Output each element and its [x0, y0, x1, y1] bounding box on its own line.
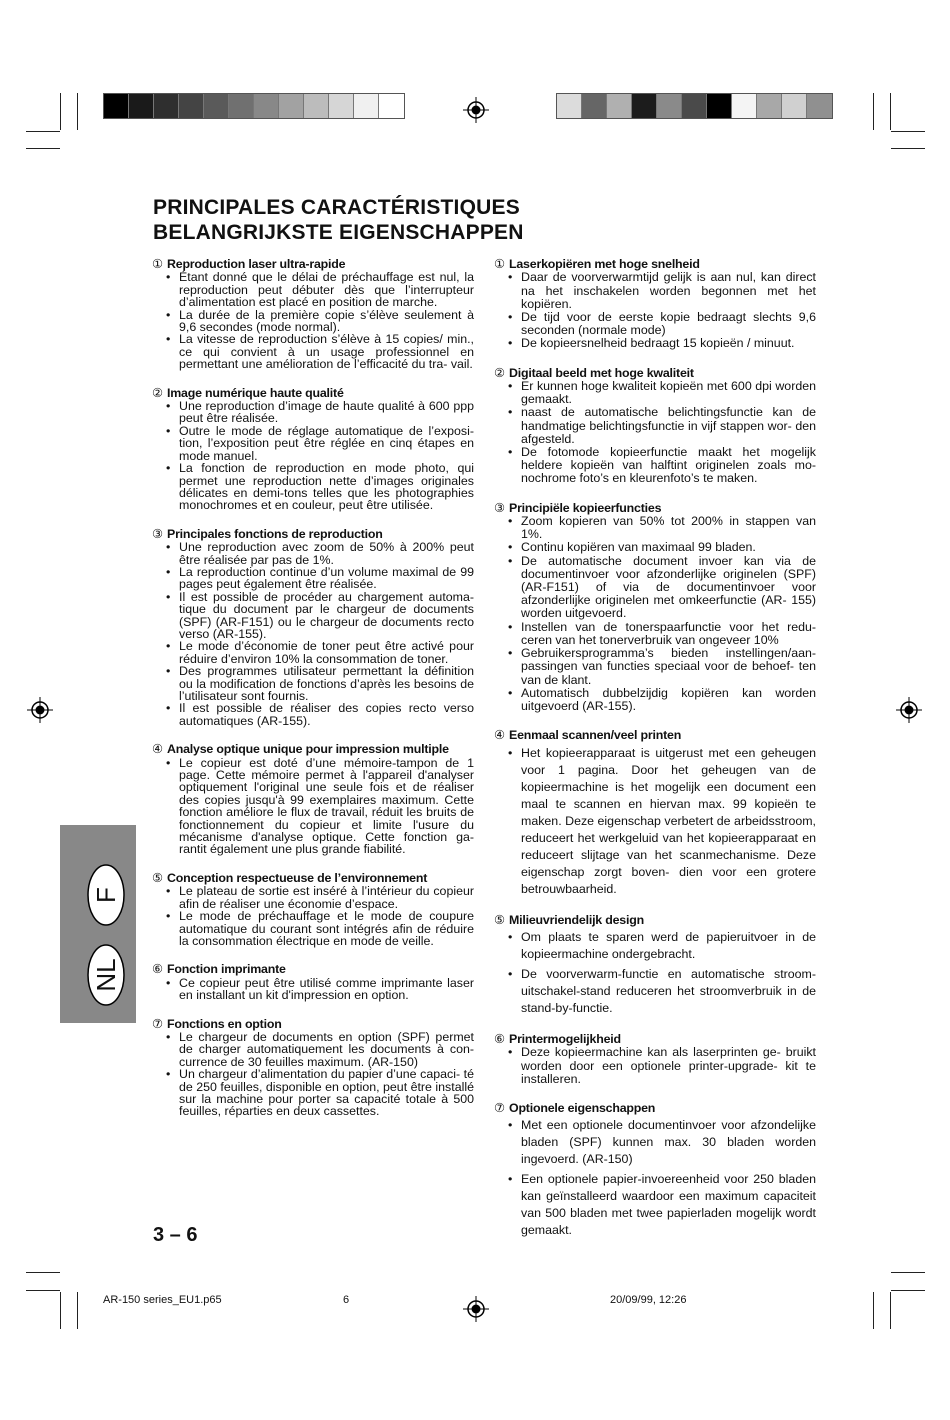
bullet-item: • Le mode d’économie de toner peut être activé pour réduire d’environ 10% la consommation de toner.: [152, 640, 474, 665]
dutch-column: [494, 258, 816, 1255]
section-heading-text: Fonctions en option: [167, 1016, 282, 1031]
bullet-item: • Er kunnen hoge kwaliteit kopieën met 600 dpi worden gemaakt.: [494, 380, 816, 406]
crop-mark: [60, 93, 61, 130]
bullet-item: • Instellen van de tonerspaarfunctie voor het redu- ceren van het tonerverbruik van ongeveer 10%: [494, 621, 816, 647]
bullet-item: • La vitesse de reproduction s’élève à 15 copies/ min., ce qui convient à un usage professionnel en permettant une amélioration de l’efficacité du tra- vail.: [152, 333, 474, 370]
bullet-list: [494, 271, 816, 350]
grayscale-calibration-bar-right: [556, 93, 833, 119]
language-tab-dutch: NL: [90, 958, 121, 992]
bullet-list: [494, 929, 816, 1017]
bullet-item: • Gebruikersprogramma’s bieden instellingen/aan- passingen van functies speciaal voor de behoef- ten van de klant.: [494, 647, 816, 687]
bullet-item: • La durée de la première copie s’élève seulement à 9,6 secondes (mode normal).: [152, 309, 474, 334]
crop-mark: [890, 93, 891, 130]
section-number: ②: [152, 385, 163, 400]
bullet-item: • La fonction de reproduction en mode photo, qui permet une reproduction nette d’images originales délicates en demi-tons telles que les photographies monochromes et en couleur, peut être utilisée.: [152, 462, 474, 512]
section-heading-text: Fonction imprimante: [167, 962, 286, 977]
bullet-list: [152, 1031, 474, 1118]
section-number: ①: [494, 257, 505, 271]
crop-mark: [891, 1272, 925, 1273]
bullet-item: • Het kopieerapparaat is uitgerust met een geheugen voor 1 pagina. Door het geheugen van de kopieermachine is het mogelijk een document een maal te scannen en hiervan max. 99 kopieën te maken. Deze eigenschap verbetert de arbeidsstroom, reduceert het werkgeluid van het kopieerapparaat en reduceert slijtage van het scanmechanisme. Deze eigenschap zorgt boven- dien voor een grotere betrouwbaarheid.: [494, 745, 816, 898]
section-heading-text: Digitaal beeld met hoge kwaliteit: [509, 365, 694, 380]
bullet-item: • De automatische document invoer kan via de documentinvoer voor afzonderlijke originelen (SPF) (AR-F151) of via de documentinvoer voor afzonderlijke originelen met omkeerfunctie (AR- 155) worden uitgevoerd.: [494, 555, 816, 621]
bullet-item: • De kopieersnelheid bedraagt 15 kopieën / minuut.: [494, 337, 816, 350]
section-number: ⑤: [494, 912, 505, 927]
section-heading-text: Reproduction laser ultra-rapide: [167, 257, 346, 271]
feature-section: [152, 258, 474, 371]
bullet-list: [494, 1046, 816, 1086]
feature-section: [494, 729, 816, 897]
bullet-item: • Le copieur est doté d’une mémoire-tampon de 1 page. Cette mémoire permet à l'appareil d'analyser optiquement l'original une seule fois et de réaliser des copies jusqu'à 99 exemplaires maximum. Cette fonction améliore le flux de travail, réduit les bruits de fonctionnement du copieur et limite l'usure du mécanisme d'analyse optique. Cette fonction ga- rantit également une plus grande fiabilité.: [152, 757, 474, 856]
bullet-item: • De voorverwarm-functie en automatische stroom- uitschakel-stand reduceren het stroomverbruik in de stand-by-functie.: [494, 966, 816, 1017]
feature-section: [152, 387, 474, 512]
title-dutch: BELANGRIJKSTE EIGENSCHAPPEN: [153, 221, 524, 244]
section-heading: [494, 502, 816, 514]
bullet-item: • Un chargeur d’alimentation du papier d’une capaci- té de 250 feuilles, disponible en option, peut être installé sur la machine pour porter sa capacité totale à 500 feuilles, réparties en deux cassettes.: [152, 1068, 474, 1118]
crop-mark: [891, 148, 925, 149]
section-heading: [152, 387, 474, 399]
section-heading-text: Conception respectueuse de l’environnement: [167, 870, 428, 885]
bullet-list: [152, 541, 474, 727]
feature-section: [494, 502, 816, 713]
bullet-item: • Outre le mode de réglage automatique de l’exposi- tion, l’exposition peut être réglée en cinq étapes en mode manuel.: [152, 425, 474, 462]
bullet-item: • Zoom kopieren van 50% tot 200% in stappen van 1%.: [494, 515, 816, 541]
crop-mark: [60, 1292, 61, 1329]
bullet-item: • De fotomode kopieerfunctie maakt het mogelijk heldere kopieën van halftint originelen zoals mo- nochrome foto’s en kleurenfoto’s te maken.: [494, 446, 816, 486]
section-heading: [152, 528, 474, 540]
french-column: [152, 258, 474, 1134]
crop-mark: [891, 1290, 925, 1291]
bullet-item: • Automatisch dubbelzijdig kopiëren kan worden uitgevoerd (AR-155).: [494, 687, 816, 713]
language-tab-french: F: [90, 887, 121, 903]
bullet-item: • naast de automatische belichtingsfunctie kan de handmatige belichtingsfunctie in vijf stappen wor- den afgesteld.: [494, 406, 816, 446]
crop-mark: [873, 1292, 874, 1329]
feature-section: [494, 1102, 816, 1239]
section-heading-text: Printermogelijkheid: [509, 1031, 621, 1046]
bullet-item: • Étant donné que le délai de préchauffage est nul, la reproduction peut débuter dès que l’interrupteur d’alimentation est placé en position de marche.: [152, 271, 474, 308]
section-heading: [494, 1033, 816, 1045]
bullet-item: • Une reproduction d’image de haute qualité à 600 ppp peut être réalisée.: [152, 400, 474, 425]
section-heading: [152, 258, 474, 270]
crop-mark: [26, 131, 60, 132]
crop-mark: [873, 93, 874, 130]
bullet-list: [494, 1117, 816, 1239]
bullet-list: [152, 977, 474, 1002]
section-heading-text: Image numérique haute qualité: [167, 385, 344, 400]
feature-section: [494, 367, 816, 486]
section-heading-text: Milieuvriendelijk design: [509, 912, 644, 927]
bullet-item: • Continu kopiëren van maximaal 99 bladen.: [494, 541, 816, 554]
title-french: PRINCIPALES CARACTÉRISTIQUES: [153, 196, 520, 219]
crop-mark: [77, 93, 78, 130]
feature-section: [494, 258, 816, 351]
bullet-item: • De tijd voor de eerste kopie bedraagt slechts 9,6 seconden (normale mode): [494, 311, 816, 337]
section-heading-text: Principiële kopieerfuncties: [509, 500, 662, 515]
crop-mark: [26, 1290, 60, 1291]
registration-mark-icon: [27, 697, 53, 723]
crop-mark: [77, 1292, 78, 1329]
section-number: ③: [152, 526, 163, 541]
bullet-item: • Ce copieur peut être utilisé comme imprimante laser en installant un kit d'impression en option.: [152, 977, 474, 1002]
feature-section: [152, 1018, 474, 1118]
bullet-list: [494, 380, 816, 486]
section-number: ⑦: [152, 1016, 163, 1031]
grayscale-calibration-bar-left: [103, 93, 405, 119]
section-number: ⑦: [494, 1100, 505, 1115]
bullet-item: • Een optionele papier-invoereenheid voor 250 bladen kan geïnstalleerd waardoor een maximum capaciteit van 500 bladen met twee papierladen mogelijk wordt gemaakt.: [494, 1171, 816, 1239]
feature-section: [152, 963, 474, 1001]
crop-mark: [890, 1292, 891, 1329]
registration-mark-icon: [463, 1296, 489, 1322]
bullet-list: [152, 757, 474, 856]
bullet-list: [494, 515, 816, 713]
page-title: [153, 195, 753, 245]
section-heading: [152, 963, 474, 975]
feature-section: [152, 528, 474, 728]
section-heading: [494, 914, 816, 926]
bullet-list: [494, 745, 816, 898]
section-heading: [152, 1018, 474, 1030]
footer-filename: AR-150 series_EU1.p65: [103, 1294, 222, 1306]
bullet-item: • Des programmes utilisateur permettant la définition ou la modification de fonctions d’après les besoins de l’utilisateur sont fournis.: [152, 665, 474, 702]
feature-section: [494, 1033, 816, 1086]
section-number: ④: [494, 728, 505, 743]
section-number: ④: [152, 742, 163, 757]
section-heading-text: Optionele eigenschappen: [509, 1100, 656, 1115]
bullet-list: [152, 400, 474, 512]
bullet-item: • La reproduction continue d’un volume maximal de 99 pages peut également être réalisée.: [152, 566, 474, 591]
bullet-item: • Le mode de préchauffage et le mode de coupure automatique du courant sont intégrés afin de réduire la consommation électrique en mode de veille.: [152, 910, 474, 947]
page-number: 3 – 6: [153, 1224, 198, 1246]
section-heading-text: Principales fonctions de reproduction: [167, 526, 383, 541]
feature-section: [152, 743, 474, 856]
bullet-item: • Une reproduction avec zoom de 50% à 200% peut être réalisée par pas de 1%.: [152, 541, 474, 566]
section-number: ②: [494, 365, 505, 380]
bullet-item: • Le plateau de sortie est inséré à l’intérieur du copieur afin de réaliser une économie d’espace.: [152, 885, 474, 910]
section-number: ③: [494, 500, 505, 515]
section-number: ①: [152, 257, 163, 271]
bullet-list: [152, 885, 474, 947]
section-heading-text: Eenmaal scannen/veel printen: [509, 728, 682, 743]
footer-page: 6: [343, 1294, 350, 1306]
section-number: ⑤: [152, 870, 163, 885]
section-heading: [152, 872, 474, 884]
feature-section: [152, 872, 474, 947]
section-number: ⑥: [494, 1031, 505, 1046]
feature-section: [494, 914, 816, 1017]
section-heading: [494, 367, 816, 379]
section-heading-text: Analyse optique unique pour impression multiple: [167, 742, 449, 757]
bullet-item: • Il est possible de réaliser des copies recto verso automatiques (AR-155).: [152, 702, 474, 727]
bullet-item: • Il est possible de procéder au chargement automa- tique du document par le chargeur de documents (SPF) (AR-F151) ou le chargeur de documents recto verso (AR-155).: [152, 591, 474, 641]
section-number: ⑥: [152, 962, 163, 977]
section-heading: [494, 258, 816, 270]
bullet-list: [152, 271, 474, 370]
bullet-item: • Met een optionele documentinvoer voor afzondelijke bladen (SPF) kunnen max. 30 bladen worden ingevoerd. (AR-150): [494, 1117, 816, 1168]
section-heading: [494, 729, 816, 741]
bullet-item: • Daar de voorverwarmtijd gelijk is aan nul, kan direct na het inschakelen worden begonnen met het kopiëren.: [494, 271, 816, 311]
crop-mark: [26, 1272, 60, 1273]
bullet-item: • Deze kopieermachine kan als laserprinten ge- bruikt worden door een optionele printer-upgrade- kit te installeren.: [494, 1046, 816, 1086]
footer-date: 20/09/99, 12:26: [610, 1294, 687, 1306]
section-heading: [152, 743, 474, 755]
crop-mark: [891, 131, 925, 132]
section-heading-text: Laserkopiëren met hoge snelheid: [509, 257, 700, 271]
registration-mark-icon: [896, 697, 922, 723]
language-tab: [60, 825, 136, 1023]
bullet-item: • Le chargeur de documents en option (SPF) permet de charger automatiquement les documents à con- currence de 30 feuilles maximum. (AR-150): [152, 1031, 474, 1068]
section-heading: [494, 1102, 816, 1114]
bullet-item: • Om plaats te sparen werd de papieruitvoer in de kopieermachine ondergebracht.: [494, 929, 816, 963]
registration-mark-icon: [463, 97, 489, 123]
crop-mark: [26, 148, 60, 149]
